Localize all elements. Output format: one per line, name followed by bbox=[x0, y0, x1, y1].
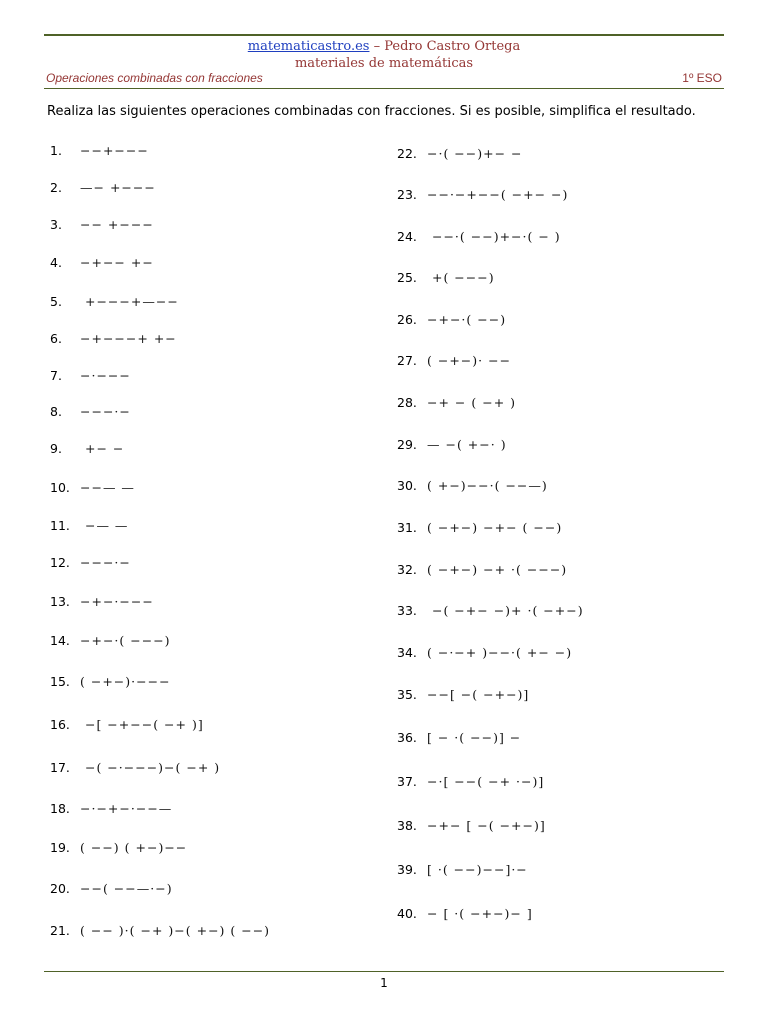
author-name: Pedro Castro Ortega bbox=[384, 39, 521, 54]
exercise-number: 36. bbox=[397, 730, 417, 745]
exercise-expression: +−−−+—−− bbox=[80, 294, 179, 309]
exercise-item bbox=[50, 801, 172, 816]
exercise-expression: −−+−−− bbox=[80, 143, 149, 158]
exercise-item bbox=[397, 146, 523, 161]
exercise-item bbox=[50, 518, 128, 533]
exercise-item bbox=[397, 270, 495, 285]
exercise-item bbox=[397, 862, 528, 877]
exercise-number: 10. bbox=[50, 480, 70, 495]
exercise-number: 11. bbox=[50, 518, 70, 533]
exercise-item bbox=[397, 562, 567, 577]
exercise-number: 8. bbox=[50, 404, 62, 419]
exercise-item bbox=[50, 717, 204, 732]
exercise-item bbox=[50, 404, 131, 419]
exercise-item bbox=[397, 395, 516, 410]
footer-rule bbox=[44, 971, 724, 972]
exercise-number: 23. bbox=[397, 187, 417, 202]
exercise-number: 7. bbox=[50, 368, 62, 383]
exercise-number: 16. bbox=[50, 717, 70, 732]
exercise-item bbox=[50, 255, 154, 270]
exercise-expression: — −( +−· ) bbox=[427, 437, 507, 452]
exercise-number: 28. bbox=[397, 395, 417, 410]
exercise-item bbox=[397, 312, 506, 327]
exercise-number: 21. bbox=[50, 923, 70, 938]
exercise-expression: ( −+−)· −− bbox=[427, 353, 512, 368]
exercise-expression: ( +−)−−·( −−—) bbox=[427, 478, 548, 493]
exercise-number: 25. bbox=[397, 270, 417, 285]
exercise-expression: −[ −+−−( −+ )] bbox=[80, 717, 204, 732]
site-link[interactable]: matematicastro.es bbox=[247, 39, 370, 54]
document-header bbox=[44, 38, 724, 72]
exercise-item bbox=[50, 674, 171, 689]
header-subtitle: materiales de matemáticas bbox=[294, 56, 474, 71]
exercise-number: 31. bbox=[397, 520, 417, 535]
exercise-number: 32. bbox=[397, 562, 417, 577]
exercise-expression: [ − ·( −−)] − bbox=[427, 730, 522, 745]
exercise-item bbox=[50, 594, 154, 609]
exercise-number: 35. bbox=[397, 687, 417, 702]
header-dash: – bbox=[369, 39, 385, 54]
exercise-expression: − [ ·( −+−)− ] bbox=[427, 906, 533, 921]
exercise-expression: −·( −−)+− − bbox=[427, 146, 523, 161]
exercise-expression: ( −+−)·−−− bbox=[80, 674, 171, 689]
exercise-item bbox=[50, 881, 173, 896]
exercise-expression: −+−·( −−) bbox=[427, 312, 507, 327]
exercise-item bbox=[397, 520, 562, 535]
exercise-number: 26. bbox=[397, 312, 417, 327]
exercise-expression: —− +−−− bbox=[80, 180, 156, 195]
exercise-expression: −+−−−+ +− bbox=[80, 331, 177, 346]
exercise-expression: −−·( −−)+−·( − ) bbox=[427, 229, 561, 244]
exercise-expression: [ ·( −−)−−]·− bbox=[427, 862, 528, 877]
exercise-item bbox=[397, 818, 546, 833]
exercise-expression: ( −·−+ )−−·( +− −) bbox=[427, 645, 573, 660]
exercise-number: 22. bbox=[397, 146, 417, 161]
exercise-item bbox=[50, 143, 149, 158]
exercise-expression: −−( −−—·−) bbox=[80, 881, 173, 896]
exercise-item bbox=[397, 603, 584, 618]
header-rule-top bbox=[44, 34, 724, 36]
exercise-item bbox=[397, 187, 568, 202]
exercise-item bbox=[397, 437, 507, 452]
exercise-number: 29. bbox=[397, 437, 417, 452]
exercise-item bbox=[397, 906, 533, 921]
exercise-expression: −+− [ −( −+−)] bbox=[427, 818, 546, 833]
exercise-number: 2. bbox=[50, 180, 62, 195]
exercise-expression: −( −·−−−)−( −+ ) bbox=[80, 760, 221, 775]
exercise-expression: −−−·− bbox=[80, 404, 131, 419]
exercise-expression: ( −−) ( +−)−− bbox=[80, 840, 188, 855]
exercise-item bbox=[50, 555, 131, 570]
page-number: 1 bbox=[380, 976, 388, 990]
exercise-expression: −— — bbox=[80, 518, 129, 533]
exercise-number: 33. bbox=[397, 603, 417, 618]
exercise-expression: −−·−+−−( −+− −) bbox=[427, 187, 569, 202]
exercise-item bbox=[50, 294, 179, 309]
exercise-number: 40. bbox=[397, 906, 417, 921]
exercise-number: 18. bbox=[50, 801, 70, 816]
exercise-item bbox=[50, 760, 220, 775]
exercise-item bbox=[397, 774, 544, 789]
header-line-1 bbox=[44, 38, 724, 55]
exercise-item bbox=[50, 923, 270, 938]
exercise-number: 12. bbox=[50, 555, 70, 570]
exercise-number: 37. bbox=[397, 774, 417, 789]
exercise-number: 4. bbox=[50, 255, 62, 270]
exercise-number: 30. bbox=[397, 478, 417, 493]
exercise-item bbox=[50, 840, 187, 855]
exercise-number: 9. bbox=[50, 441, 62, 456]
exercise-item bbox=[50, 368, 131, 383]
exercise-expression: −− +−−− bbox=[80, 217, 154, 232]
exercise-number: 19. bbox=[50, 840, 70, 855]
exercise-number: 24. bbox=[397, 229, 417, 244]
exercise-item bbox=[397, 730, 521, 745]
exercise-number: 20. bbox=[50, 881, 70, 896]
exercise-expression: +− − bbox=[80, 441, 125, 456]
exercise-number: 14. bbox=[50, 633, 70, 648]
exercise-number: 6. bbox=[50, 331, 62, 346]
exercise-item bbox=[50, 441, 124, 456]
exercise-expression: −+ − ( −+ ) bbox=[427, 395, 517, 410]
exercise-number: 39. bbox=[397, 862, 417, 877]
exercise-item bbox=[50, 480, 135, 495]
exercise-expression: ( −+−) −+ ·( −−−) bbox=[427, 562, 568, 577]
exercise-expression: ( −− )·( −+ )−( +−) ( −−) bbox=[80, 923, 271, 938]
exercise-expression: +( −−−) bbox=[427, 270, 495, 285]
exercise-expression: −+−− +− bbox=[80, 255, 154, 270]
exercise-expression: −−— — bbox=[80, 480, 135, 495]
exercise-number: 38. bbox=[397, 818, 417, 833]
exercise-expression: −−[ −( −+−)] bbox=[427, 687, 530, 702]
exercise-expression: −·−−− bbox=[80, 368, 131, 383]
exercise-item bbox=[50, 633, 171, 648]
exercise-expression: −+−·−−− bbox=[80, 594, 154, 609]
exercise-expression: −+−·( −−−) bbox=[80, 633, 171, 648]
exercise-item bbox=[50, 217, 154, 232]
section-title: Operaciones combinadas con fracciones bbox=[46, 71, 263, 85]
exercise-number: 1. bbox=[50, 143, 62, 158]
exercise-expression: ( −+−) −+− ( −−) bbox=[427, 520, 563, 535]
exercise-number: 15. bbox=[50, 674, 70, 689]
level-label: 1º ESO bbox=[682, 71, 722, 85]
exercise-expression: −·[ −−( −+ ·−)] bbox=[427, 774, 545, 789]
exercise-item bbox=[397, 687, 529, 702]
header-rule-bottom bbox=[44, 88, 724, 89]
exercise-number: 27. bbox=[397, 353, 417, 368]
exercise-item bbox=[397, 229, 561, 244]
exercise-item bbox=[397, 353, 511, 368]
exercise-number: 5. bbox=[50, 294, 62, 309]
exercise-expression: −( −+− −)+ ·( −+−) bbox=[427, 603, 584, 618]
section-bar bbox=[44, 70, 724, 88]
exercise-number: 34. bbox=[397, 645, 417, 660]
exercise-number: 17. bbox=[50, 760, 70, 775]
exercise-number: 3. bbox=[50, 217, 62, 232]
exercise-item bbox=[397, 645, 572, 660]
exercise-number: 13. bbox=[50, 594, 70, 609]
instructions-text: Realiza las siguientes operaciones combinadas con fracciones. Si es posible, simplifica el resultado. bbox=[47, 104, 696, 119]
exercise-expression: −−−·− bbox=[80, 555, 131, 570]
exercise-item bbox=[397, 478, 548, 493]
exercise-expression: −·−+−·−−— bbox=[80, 801, 173, 816]
exercise-item bbox=[50, 331, 177, 346]
exercise-item bbox=[50, 180, 156, 195]
